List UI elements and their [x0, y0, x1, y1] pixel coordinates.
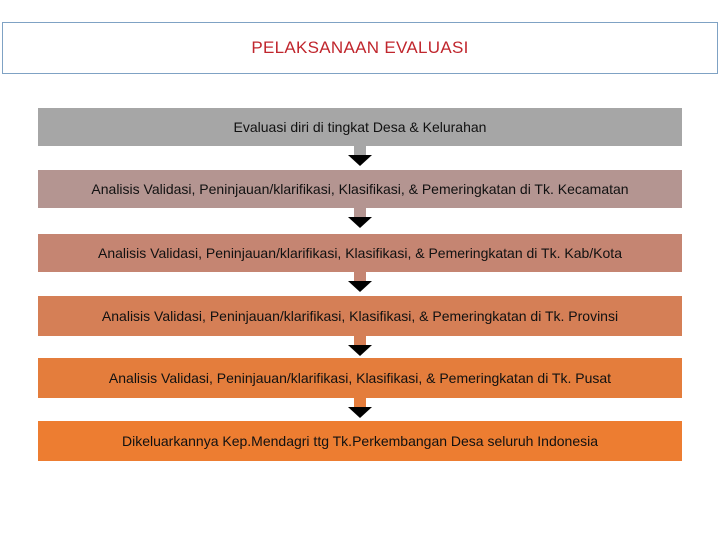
- step-kab-kota: [38, 234, 682, 272]
- step-provinsi: [38, 296, 682, 336]
- step-label: Analisis Validasi, Peninjauan/klarifikasi, Klasifikasi, & Pemeringkatan di Tk. Pusat: [108, 369, 612, 386]
- step-pusat: [38, 358, 682, 398]
- title-box: [2, 22, 718, 74]
- flow-arrow-icon: [348, 336, 372, 356]
- flow-arrow-icon: [348, 272, 372, 292]
- step-kecamatan: [38, 170, 682, 208]
- page-title: PELAKSANAAN EVALUASI: [251, 38, 469, 57]
- step-kep-mendagri: [38, 421, 682, 461]
- step-label: Analisis Validasi, Peninjauan/klarifikasi, Klasifikasi, & Pemeringkatan di Tk. Kab/Kota: [98, 244, 622, 261]
- step-label: Analisis Validasi, Peninjauan/klarifikasi, Klasifikasi, & Pemeringkatan di Tk. Kecamatan: [91, 180, 629, 197]
- step-desa-kelurahan: [38, 108, 682, 146]
- flow-arrow-icon: [348, 398, 372, 418]
- step-label: Dikeluarkannya Kep.Mendagri ttg Tk.Perkembangan Desa seluruh Indonesia: [121, 432, 599, 449]
- step-label: Evaluasi diri di tingkat Desa & Kelurahan: [233, 118, 487, 135]
- flow-arrow-icon: [348, 208, 372, 228]
- flow-arrow-icon: [348, 146, 372, 166]
- step-label: Analisis Validasi, Peninjauan/klarifikasi, Klasifikasi, & Pemeringkatan di Tk. Provinsi: [101, 307, 619, 324]
